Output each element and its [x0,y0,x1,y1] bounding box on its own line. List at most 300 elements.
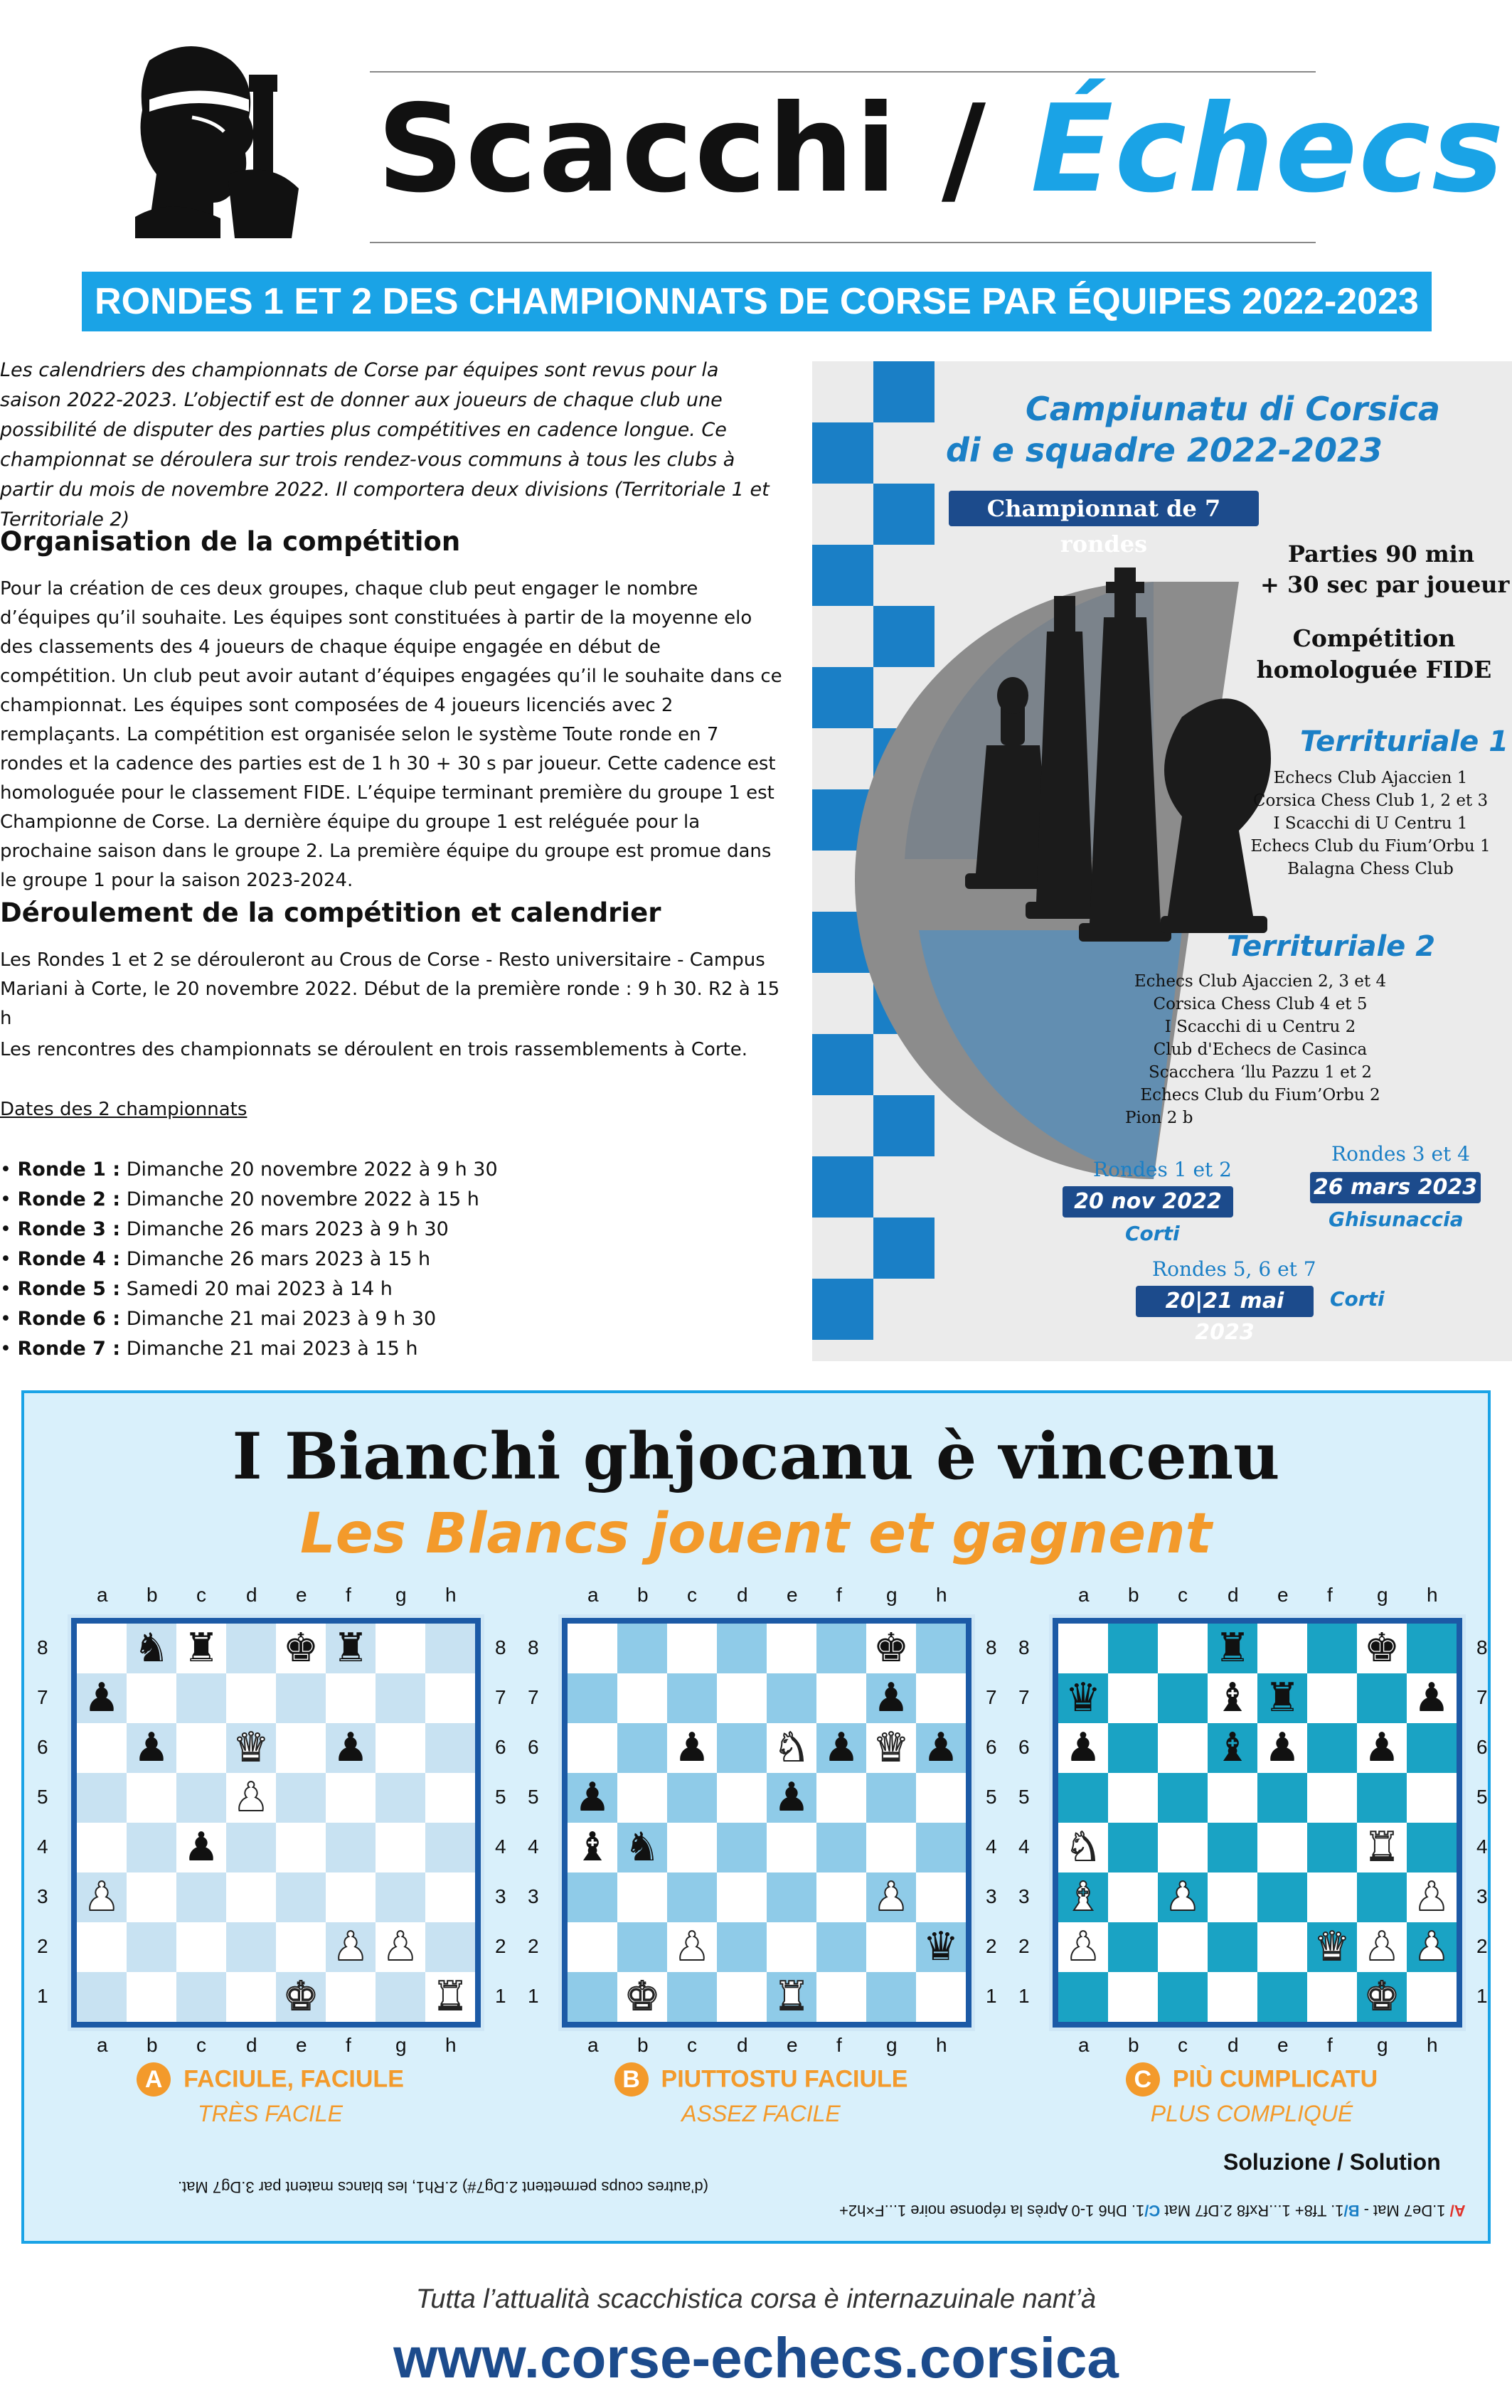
round-label: Ronde 5 : [17,1278,121,1300]
square-a4 [77,1823,127,1872]
square-a1 [1058,1972,1108,2022]
black-knight-icon: ♞ [617,1823,667,1872]
square-b3 [1108,1872,1158,1922]
square-b3 [127,1872,176,1922]
sol-label-a: A/ [1449,2202,1466,2220]
square-h4 [425,1823,475,1872]
square-c2 [176,1922,226,1972]
list-item: Echecs Club du Fium’Orbu 1 [1250,837,1491,856]
rank-label: 4 [986,1836,997,1858]
white-pawn-icon: ♟ [866,1872,916,1922]
level-a [71,2062,469,2127]
rank-label: 8 [37,1636,48,1658]
black-pawn-icon: ♟ [916,1723,966,1773]
file-label: d [737,2034,748,2056]
rank-label: 1 [986,1985,997,2007]
rank-label: 5 [495,1786,506,1808]
r12-date: 20 nov 2022 [1063,1186,1233,1218]
sol-text-b: 1. Tf8+ 1...Rxf8 2.Df7 Mat [1160,2202,1344,2220]
r567-date: 20|21 mai 2023 [1136,1286,1314,1317]
file-label: d [737,1584,748,1606]
square-g5 [376,1773,425,1823]
rank-label: 7 [495,1686,506,1708]
square-f4 [326,1823,376,1872]
square-e7 [767,1673,816,1723]
list-item: I Scacchi di U Centru 1 [1273,814,1468,833]
list-item: Corsica Chess Club 4 et 5 [1153,995,1368,1013]
white-pawn-icon: ♟ [376,1922,425,1972]
moor-head-logo [107,32,320,245]
square-e3 [1257,1872,1307,1922]
square-f1 [326,1972,376,2022]
file-label: h [1427,2034,1438,2056]
square-e5 [276,1773,326,1823]
white-knight-icon: ♞ [1058,1823,1108,1872]
rank-label: 7 [1018,1686,1030,1708]
list-item: Echecs Club Ajaccien 1 [1273,769,1468,787]
solution-line1 [839,2201,1466,2220]
square-g6 [376,1723,425,1773]
poster-fide-line2: homologuée FIDE [1256,656,1492,683]
square-f1 [1307,1972,1357,2022]
section-banner: RONDES 1 ET 2 DES CHAMPIONNATS DE CORSE PAR ÉQUIPES 2022-2023 [82,272,1432,331]
rank-label: 8 [986,1636,997,1658]
file-label: b [1128,1584,1139,1606]
square-c6 [176,1723,226,1773]
file-label: a [97,1584,108,1606]
round-label: Ronde 6 : [17,1308,121,1330]
square-c1 [176,1972,226,2022]
square-g3 [376,1872,425,1922]
round-label: Ronde 4 : [17,1248,121,1270]
file-label: c [687,1584,697,1606]
square-c2 [1158,1922,1208,1972]
black-rook-icon: ♜ [1257,1673,1307,1723]
black-bishop-icon: ♝ [568,1823,617,1872]
rank-label: 8 [1476,1636,1488,1658]
list-item: • Ronde 7 : Dimanche 21 mai 2023 à 15 h [0,1338,418,1360]
white-pawn-icon: ♟ [326,1922,376,1972]
square-b3 [617,1872,667,1922]
rank-label: 7 [528,1686,539,1708]
square-g5 [866,1773,916,1823]
square-d2 [1208,1922,1257,1972]
file-label: e [296,1584,307,1606]
t1-title: Territuriale 1 [1300,725,1509,758]
round-date: Samedi 20 mai 2023 à 14 h [120,1278,393,1300]
level-french: TRÈS FACILE [198,2101,343,2126]
rank-label: 3 [37,1885,48,1907]
file-label: a [587,2034,599,2056]
r34-label: Rondes 3 et 4 [1331,1142,1470,1166]
square-b4 [127,1823,176,1872]
poster-title-line1: Campiunatu di Corsica [1026,390,1440,428]
t1-club-list [1239,767,1502,880]
square-f5 [816,1773,866,1823]
square-h1 [1407,1972,1457,2022]
t2-title: Territuriale 2 [1227,930,1436,963]
square-h6 [1407,1723,1457,1773]
square-d8 [717,1624,767,1673]
solution-line2: (d’autres coups permettent 2.Dg7#) 2.Rh1, les blancs matent par 3.Dg7 Mat. [178,2178,708,2196]
square-f7 [816,1673,866,1723]
sol-text-c: 1. Dh6 1-0 Après la réponse noire 1...F×h2+ [839,2202,1145,2220]
square-f7 [1307,1673,1357,1723]
square-d4 [717,1823,767,1872]
round-date: Dimanche 26 mars 2023 à 15 h [120,1248,431,1270]
section1-heading: Organisation de la compétition [0,526,461,557]
round-label: Ronde 1 : [17,1158,121,1181]
page-title [377,78,1505,220]
square-g8 [376,1624,425,1673]
square-d4 [226,1823,276,1872]
file-label: a [1078,2034,1090,2056]
round-date: Dimanche 26 mars 2023 à 9 h 30 [120,1218,449,1240]
square-e7 [276,1673,326,1723]
file-label: f [836,2034,842,2056]
square-e2 [767,1922,816,1972]
square-d4 [1208,1823,1257,1872]
square-h4 [916,1823,966,1872]
white-pawn-icon: ♟ [77,1872,127,1922]
square-a6 [77,1723,127,1773]
square-e8 [1257,1624,1307,1673]
rank-label: 5 [528,1786,539,1808]
square-g5 [1357,1773,1407,1823]
r567-place: Corti [1330,1287,1385,1311]
level-corsican: PIÙ CUMPLICATU [1172,2065,1378,2093]
rank-label: 6 [1476,1736,1488,1758]
file-label: e [296,2034,307,2056]
white-knight-icon: ♞ [767,1723,816,1773]
file-label: a [1078,1584,1090,1606]
square-f2 [816,1922,866,1972]
white-rook-icon: ♜ [767,1972,816,2022]
square-c5 [1158,1773,1208,1823]
white-pawn-icon: ♟ [1407,1922,1457,1972]
square-a5 [77,1773,127,1823]
square-e8 [767,1624,816,1673]
footer-website-link[interactable]: www.corse-echecs.corsica [393,2326,1119,2390]
black-pawn-icon: ♟ [866,1673,916,1723]
file-label: g [1377,1584,1388,1606]
square-b6 [617,1723,667,1773]
rank-label: 2 [986,1935,997,1957]
square-c5 [667,1773,717,1823]
rank-label: 4 [528,1836,539,1858]
level-letter: C [1126,2062,1160,2097]
black-pawn-icon: ♟ [77,1673,127,1723]
poster-fide-line1: Compétition [1292,624,1456,652]
square-d5 [1208,1773,1257,1823]
square-b1 [127,1972,176,2022]
level-french: PLUS COMPLIQUÉ [1150,2101,1353,2126]
rank-label: 6 [37,1736,48,1758]
file-label: b [147,1584,158,1606]
square-h4 [1407,1823,1457,1872]
rank-label: 4 [1018,1836,1030,1858]
white-pawn-icon: ♟ [667,1922,717,1972]
square-d7 [226,1673,276,1723]
square-b5 [1108,1773,1158,1823]
list-item: Club d'Echecs de Casinca [1153,1040,1368,1059]
square-d5 [717,1773,767,1823]
file-label: a [97,2034,108,2056]
file-label: b [637,1584,649,1606]
file-label: h [936,1584,947,1606]
square-h3 [916,1872,966,1922]
round-date: Dimanche 21 mai 2023 à 15 h [120,1338,418,1360]
square-h1 [916,1972,966,2022]
level-french: ASSEZ FACILE [681,2101,841,2126]
white-pawn-icon: ♟ [226,1773,276,1823]
square-b6 [1108,1723,1158,1773]
square-a7 [568,1673,617,1723]
section2-p2: Les rencontres des championnats se déroulent en trois rassemblements à Corte. [0,1039,748,1060]
white-pawn-icon: ♟ [1407,1872,1457,1922]
square-h5 [916,1773,966,1823]
file-label: e [1277,2034,1289,2056]
square-g1 [866,1972,916,2022]
round-label: Ronde 7 : [17,1338,121,1360]
r12-place: Corti [1125,1222,1180,1245]
black-pawn-icon: ♟ [1357,1723,1407,1773]
rank-label: 8 [1018,1636,1030,1658]
square-c5 [176,1773,226,1823]
square-d7 [717,1673,767,1723]
file-label: h [445,2034,457,2056]
square-a1 [568,1972,617,2022]
rank-label: 7 [1476,1686,1488,1708]
square-f8 [816,1624,866,1673]
square-e2 [1257,1922,1307,1972]
square-d6 [717,1723,767,1773]
file-label: h [445,1584,457,1606]
rank-label: 2 [1476,1935,1488,1957]
white-queen-icon: ♛ [226,1723,276,1773]
file-label: h [1427,1584,1438,1606]
list-item: I Scacchi di u Centru 2 [1164,1018,1356,1036]
square-d1 [226,1972,276,2022]
rank-label: 1 [495,1985,506,2007]
square-b2 [617,1922,667,1972]
white-pawn-icon: ♟ [1357,1922,1407,1972]
file-label: c [1178,1584,1188,1606]
white-pawn-icon: ♟ [1058,1922,1108,1972]
file-label: a [587,1584,599,1606]
square-g2 [866,1922,916,1972]
chess-board-a [71,1618,481,2028]
square-e3 [276,1872,326,1922]
square-c1 [667,1972,717,2022]
poster-parties-line2: + 30 sec par joueur [1260,571,1510,598]
r567-label: Rondes 5, 6 et 7 [1152,1257,1316,1281]
rank-label: 3 [495,1885,506,1907]
white-bishop-icon: ♝ [1058,1872,1108,1922]
file-label: e [1277,1584,1289,1606]
rank-label: 5 [1476,1786,1488,1808]
square-b2 [127,1922,176,1972]
section1-body: Pour la création de ces deux groupes, chaque club peut engager le nombre d’équipes qu’il souhaite. Les équipes sont constituées à partir de la moyenne elo des classements des 4 joueurs de chaque équipe engagée en début de compétition. Un club peut avoir autant d’équipes engagées qu’il le souhaite dans ce championnat. Les équipes sont composées de 4 joueurs licenciés avec 2 remplaçants. La compétition est organisée selon le système Toute ronde en 7 rondes et la cadence des parties est de 1 h 30 + 30 s par joueur. Cette cadence est homologuée pour le classement FIDE. L’équipe terminant première du groupe 1 est Championne de Corse. La dernière équipe du groupe 1 est reléguée pour la prochaine saison dans le groupe 2. La première équipe du groupe est promue dans le groupe 1 pour la saison 2023-2024. [0,578,782,891]
section2-heading: Déroulement de la compétition et calendrier [0,897,661,928]
square-c4 [667,1823,717,1872]
square-f4 [1307,1823,1357,1872]
file-label: g [395,1584,407,1606]
rank-label: 2 [37,1935,48,1957]
file-label: c [1178,2034,1188,2056]
white-queen-icon: ♛ [1307,1922,1357,1972]
black-rook-icon: ♜ [326,1624,376,1673]
footer-tagline: Tutta l’attualità scacchistica corsa è internazuinale nant’à [415,2284,1097,2314]
file-label: b [1128,2034,1139,2056]
rank-label: 1 [1476,1985,1488,2007]
square-h3 [425,1872,475,1922]
round-date: Dimanche 20 novembre 2022 à 9 h 30 [120,1158,498,1181]
square-h2 [425,1922,475,1972]
list-item: Balagna Chess Club [1287,860,1454,878]
file-label: b [637,2034,649,2056]
square-g4 [866,1823,916,1872]
rank-label: 2 [1018,1935,1030,1957]
file-label: f [346,1584,351,1606]
list-item: Scacchera ‘llu Pazzu 1 et 2 [1149,1063,1372,1082]
square-a3 [568,1872,617,1922]
square-h8 [425,1624,475,1673]
rank-label: 6 [1018,1736,1030,1758]
black-pawn-icon: ♟ [568,1773,617,1823]
square-b5 [127,1773,176,1823]
square-e6 [276,1723,326,1773]
rank-label: 7 [37,1686,48,1708]
square-h7 [916,1673,966,1723]
list-item: • Ronde 2 : Dimanche 20 novembre 2022 à 15 h [0,1188,479,1210]
square-f5 [1307,1773,1357,1823]
file-label: f [836,1584,842,1606]
black-pawn-icon: ♟ [127,1723,176,1773]
round-date: Dimanche 20 novembre 2022 à 15 h [120,1188,479,1210]
square-d3 [1208,1872,1257,1922]
file-label: d [246,1584,257,1606]
square-f5 [326,1773,376,1823]
square-c8 [1158,1624,1208,1673]
square-f3 [326,1872,376,1922]
file-label: g [886,1584,898,1606]
file-label: c [196,2034,206,2056]
square-e4 [767,1823,816,1872]
rank-label: 6 [495,1736,506,1758]
file-label: d [1228,1584,1239,1606]
square-a2 [568,1922,617,1972]
sol-label-c: C/ [1144,2202,1161,2220]
black-king-icon: ♚ [1357,1624,1407,1673]
level-letter: B [614,2062,649,2097]
white-rook-icon: ♜ [1357,1823,1407,1872]
t2-club-list [1111,970,1410,1129]
level-corsican: PIUTTOSTU FACIULE [661,2065,908,2093]
level-corsican: FACIULE, FACIULE [183,2065,404,2093]
square-h6 [425,1723,475,1773]
square-f6 [1307,1723,1357,1773]
square-e1 [1257,1972,1307,2022]
square-h8 [916,1624,966,1673]
square-g7 [376,1673,425,1723]
black-pawn-icon: ♟ [1058,1723,1108,1773]
square-d2 [226,1922,276,1972]
rank-label: 6 [528,1736,539,1758]
sol-label-b: B/ [1343,2202,1360,2220]
list-item: • Ronde 6 : Dimanche 21 mai 2023 à 9 h 30 [0,1308,437,1330]
white-king-icon: ♚ [276,1972,326,2022]
black-pawn-icon: ♟ [1407,1673,1457,1723]
black-queen-icon: ♛ [916,1922,966,1972]
puzzle-title: I Bianchi ghjocanu è vincenu [232,1419,1280,1494]
list-item: Corsica Chess Club 1, 2 et 3 [1252,792,1489,810]
square-d3 [226,1872,276,1922]
list-item: • Ronde 3 : Dimanche 26 mars 2023 à 9 h 30 [0,1218,449,1240]
square-a8 [1058,1624,1108,1673]
header-rule-top [370,71,1316,73]
rank-label: 3 [986,1885,997,1907]
square-h7 [425,1673,475,1723]
rank-label: 3 [528,1885,539,1907]
chess-board-c [1053,1618,1462,2028]
rank-label: 5 [37,1786,48,1808]
square-h8 [1407,1624,1457,1673]
white-king-icon: ♚ [617,1972,667,2022]
square-b5 [617,1773,667,1823]
square-d8 [226,1624,276,1673]
white-queen-icon: ♛ [866,1723,916,1773]
rank-label: 3 [1476,1885,1488,1907]
black-bishop-icon: ♝ [1208,1673,1257,1723]
rank-label: 4 [1476,1836,1488,1858]
square-g7 [1357,1673,1407,1723]
file-label: h [936,2034,947,2056]
level-b [562,2062,960,2127]
square-c7 [667,1673,717,1723]
rank-label: 7 [986,1686,997,1708]
square-c7 [176,1673,226,1723]
square-a1 [77,1972,127,2022]
list-item: • Ronde 1 : Dimanche 20 novembre 2022 à 9 h 30 [0,1158,498,1181]
black-pawn-icon: ♟ [667,1723,717,1773]
rank-label: 1 [528,1985,539,2007]
black-queen-icon: ♛ [1058,1673,1108,1723]
r12-label: Rondes 1 et 2 [1093,1158,1232,1181]
level-letter: A [137,2062,171,2097]
puzzle-subtitle: Les Blancs jouent et gagnent [300,1502,1212,1566]
file-label: b [147,2034,158,2056]
black-bishop-icon: ♝ [1208,1723,1257,1773]
square-b8 [617,1624,667,1673]
black-rook-icon: ♜ [1208,1624,1257,1673]
square-d2 [717,1922,767,1972]
list-item: Echecs Club Ajaccien 2, 3 et 4 [1134,972,1387,991]
black-king-icon: ♚ [866,1624,916,1673]
square-b7 [1108,1673,1158,1723]
header-rule-bottom [370,242,1316,243]
square-a2 [77,1922,127,1972]
square-a8 [568,1624,617,1673]
square-f4 [816,1823,866,1872]
black-pawn-icon: ♟ [176,1823,226,1872]
list-item: Echecs Club du Fium’Orbu 2 [1140,1086,1380,1104]
white-pawn-icon: ♟ [1158,1872,1208,1922]
black-pawn-icon: ♟ [816,1723,866,1773]
black-pawn-icon: ♟ [767,1773,816,1823]
round-label: Ronde 2 : [17,1188,121,1210]
square-b7 [127,1673,176,1723]
